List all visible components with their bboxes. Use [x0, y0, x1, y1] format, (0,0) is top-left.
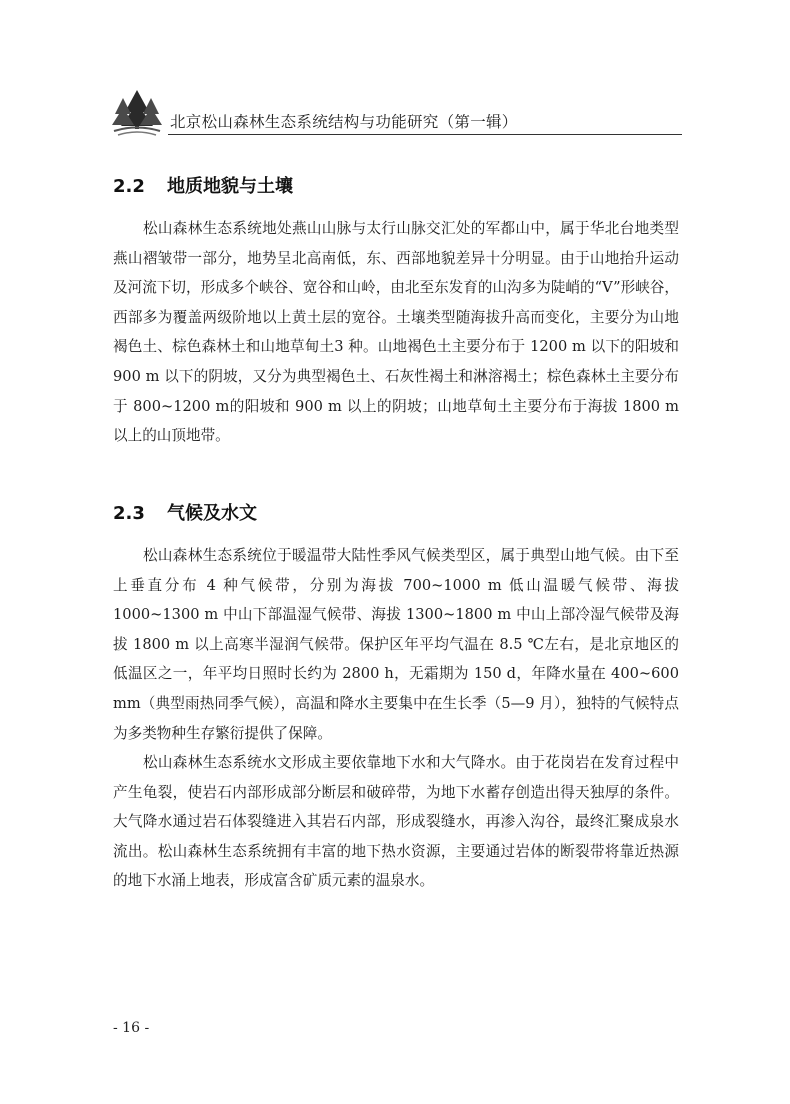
paragraph: 松山森林生态系统地处燕山山脉与太行山脉交汇处的军都山中，属于华北台地类型燕山褶皱带一部分，地势呈北高南低，东、西部地貌差异十分明显。由于山地抬升运动及河流下切，形成多个峡谷、宽谷和山岭，由北至东发育的山沟多为陡峭的“V”形峡谷，西部多为覆盖两级阶地以上黄土层的宽谷。土壤类型随海拔升高而变化，主要分为山地褐色土、棕色森林土和山地草甸土3 种。山地褐色土主要分布于 1200 m 以下的阳坡和 900 m 以下的阴坡，又分为典型褐色土、石灰性褐土和淋溶褐土；棕色森林土主要分布于 800~1200 m的阳坡和 900 m 以上的阴坡；山地草甸土主要分布于海拔 1800 m 以上的山顶地带。: [113, 220, 679, 445]
section-heading-2-2: [113, 172, 293, 198]
paragraph: 松山森林生态系统位于暖温带大陆性季风气候类型区，属于典型山地气候。由下至上垂直分布 4 种气候带，分别为海拔 700~1000 m 低山温暖气候带、海拔 1000~1300 m 中山下部温湿气候带、海拔 1300~1800 m 中山上部冷湿气候带及海拔 1800 m 以上高寒半湿润气候带。保护区年平均气温在 8.5 ℃左右，是北京地区的低温区之一，年平均日照时长约为 2800 h，无霜期为 150 d，年降水量在 400~600 mm（典型雨热同季气候），高温和降水主要集中在生长季（5—9 月），独特的气候特点为多类物种生存繁衍提供了保障。: [113, 547, 679, 742]
section-title: 气候及水文: [167, 503, 257, 524]
section-number: 2.2: [113, 176, 145, 197]
paragraph: 松山森林生态系统水文形成主要依靠地下水和大气降水。由于花岗岩在发育过程中产生龟裂，使岩石内部形成部分断层和破碎带，为地下水蓄存创造出得天独厚的条件。大气降水通过岩石体裂缝进入其岩石内部，形成裂缝水，再渗入沟谷，最终汇聚成泉水流出。松山森林生态系统拥有丰富的地下热水资源，主要通过岩体的断裂带将靠近热源的地下水涌上地表，形成富含矿质元素的温泉水。: [113, 754, 679, 890]
section-title: 地质地貌与土壤: [167, 176, 293, 197]
section-number: 2.3: [113, 503, 145, 524]
running-header: [110, 82, 682, 140]
section-heading-2-3: [113, 499, 257, 525]
header-title: 北京松山森林生态系统结构与功能研究（第一辑）: [170, 113, 518, 131]
header-rule: [168, 134, 682, 135]
pine-trees-logo-icon: [110, 88, 164, 136]
page-number: - 16 -: [113, 1020, 150, 1036]
